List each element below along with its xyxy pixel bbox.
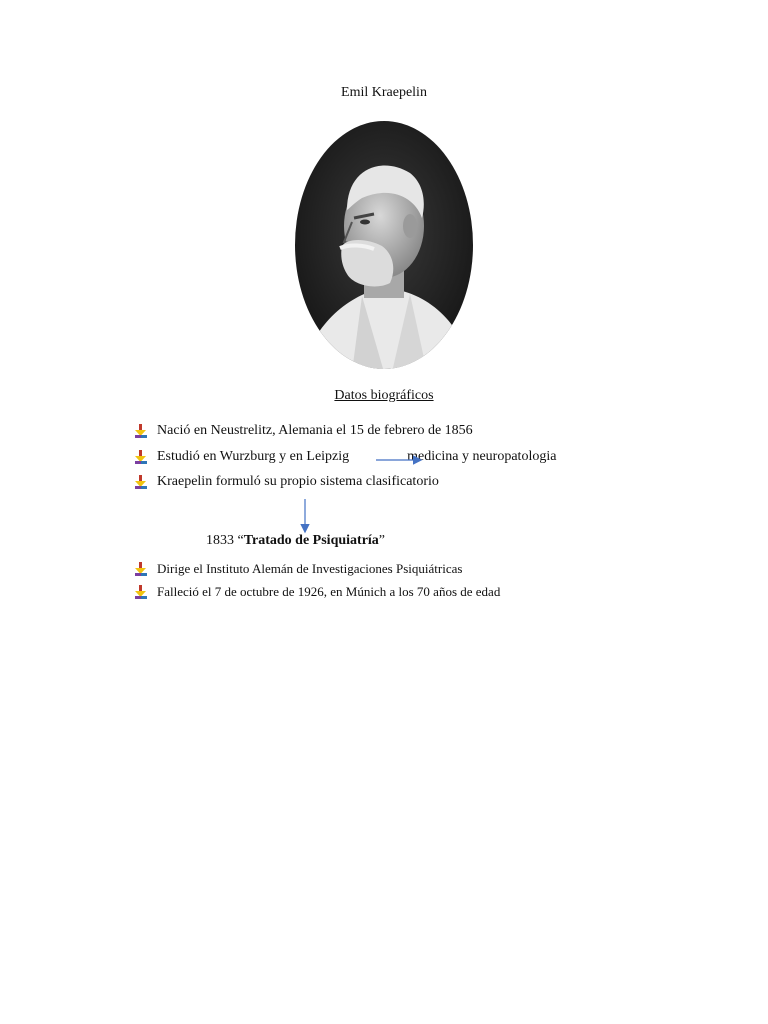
bullet-text: Kraepelin formuló su propio sistema clasificatorio <box>157 474 439 489</box>
arrow-bullet-icon <box>134 562 148 576</box>
bullet-text: Estudió en Wurzburg y en Leipzig <box>157 449 350 464</box>
arrow-bullet-icon <box>134 585 148 599</box>
work-year: 1833 <box>206 533 234 548</box>
arrow-bullet-icon <box>134 450 148 464</box>
list-item <box>134 584 500 600</box>
arrow-bullet-icon <box>134 424 148 438</box>
bullet-text: Falleció el 7 de octubre de 1926, en Múnich a los 70 años de edad <box>157 584 501 599</box>
list-item <box>134 561 462 577</box>
portrait-photo <box>292 118 476 372</box>
list-item <box>134 449 556 465</box>
work-line <box>206 533 385 549</box>
work-name: Tratado de Psiquiatría <box>243 533 379 548</box>
work-open-quote: “ <box>237 533 244 548</box>
studies-field: medicina y neuropatologia <box>407 449 557 464</box>
list-item <box>134 423 473 439</box>
section-heading: Datos biográficos <box>334 388 434 403</box>
list-item <box>134 474 439 490</box>
bullet-text: Nació en Neustrelitz, Alemania el 15 de febrero de 1856 <box>157 423 473 438</box>
work-close-quote: ” <box>378 533 386 548</box>
bullet-text: Dirige el Instituto Alemán de Investigaciones Psiquiátricas <box>157 561 463 576</box>
arrow-bullet-icon <box>134 475 148 489</box>
page-title: Emil Kraepelin <box>341 85 427 100</box>
